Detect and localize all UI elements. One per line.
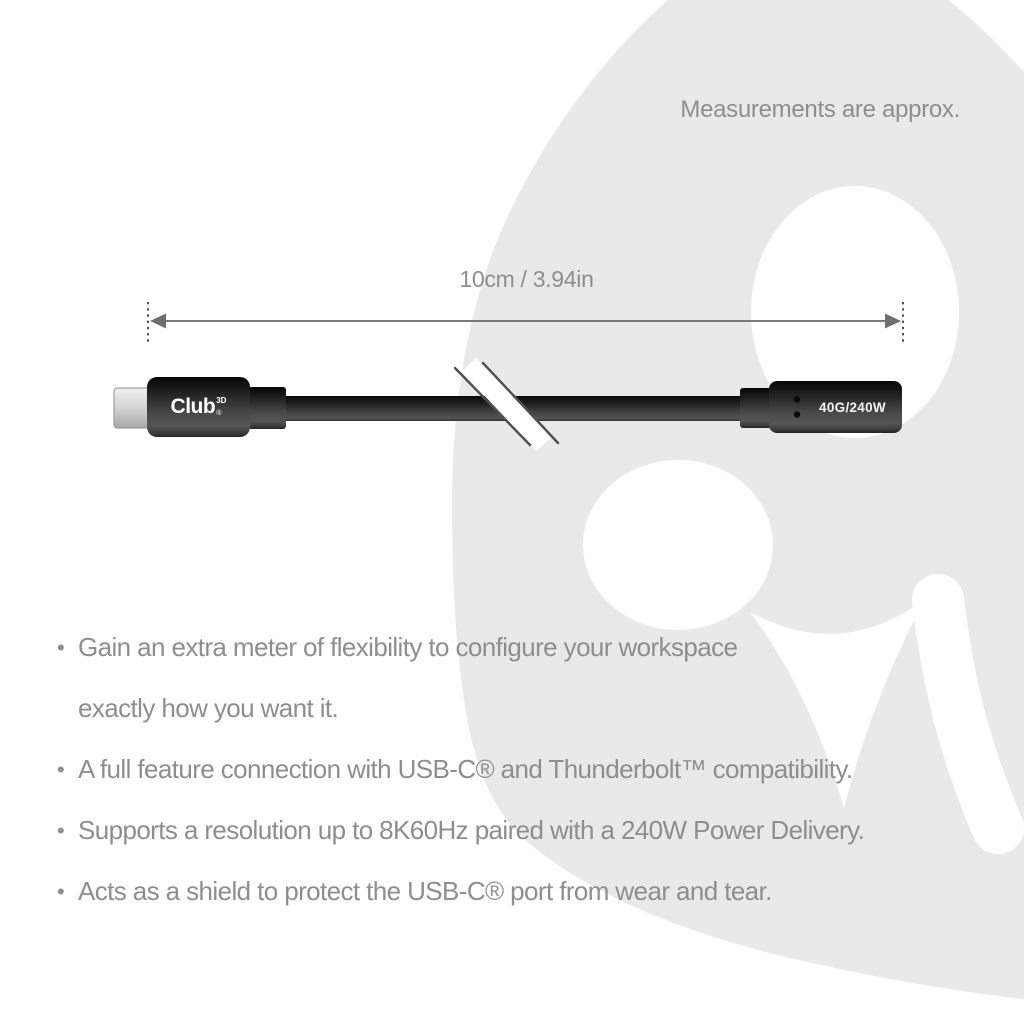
bullet-text: exactly how you want it. — [78, 693, 339, 723]
bullet-text: A full feature connection with USB-C® and Thunderbolt™ compatibility. — [78, 754, 853, 784]
left-strain-relief — [248, 387, 286, 429]
feature-bullet-list — [57, 634, 997, 939]
dimension-label: 10cm / 3.94in — [459, 266, 594, 292]
watermark-finger-gap-left — [583, 460, 773, 630]
brand-3d-sup: 3D — [216, 396, 227, 405]
bullet-item — [57, 817, 997, 843]
bullet-text: Supports a resolution up to 8K60Hz paired with a 240W Power Delivery. — [78, 815, 865, 845]
right-strain-relief — [740, 388, 773, 428]
bullet-item — [57, 634, 997, 660]
bullet-dot: • — [57, 757, 65, 782]
bullet-item — [57, 878, 997, 904]
brand-superscripts — [216, 397, 226, 417]
left-connector-brand — [147, 377, 250, 437]
brand-name: Club — [170, 395, 216, 418]
connector-dot-top — [794, 396, 800, 402]
measurements-note: Measurements are approx. — [680, 96, 960, 123]
bullet-dot: • — [57, 879, 65, 904]
bullet-dot: • — [57, 818, 65, 843]
bullet-dot: • — [57, 635, 65, 660]
registered-mark: ® — [216, 410, 222, 417]
arrowhead-left — [150, 314, 166, 329]
right-connector-spec-label: 40G/240W — [819, 399, 886, 415]
bullet-item — [57, 756, 997, 782]
bullet-item-continuation — [57, 695, 997, 721]
bullet-text: Acts as a shield to protect the USB-C® port from wear and tear. — [78, 876, 772, 906]
connector-dot-bottom — [794, 411, 800, 417]
bullet-text: Gain an extra meter of flexibility to configure your workspace — [78, 632, 738, 662]
